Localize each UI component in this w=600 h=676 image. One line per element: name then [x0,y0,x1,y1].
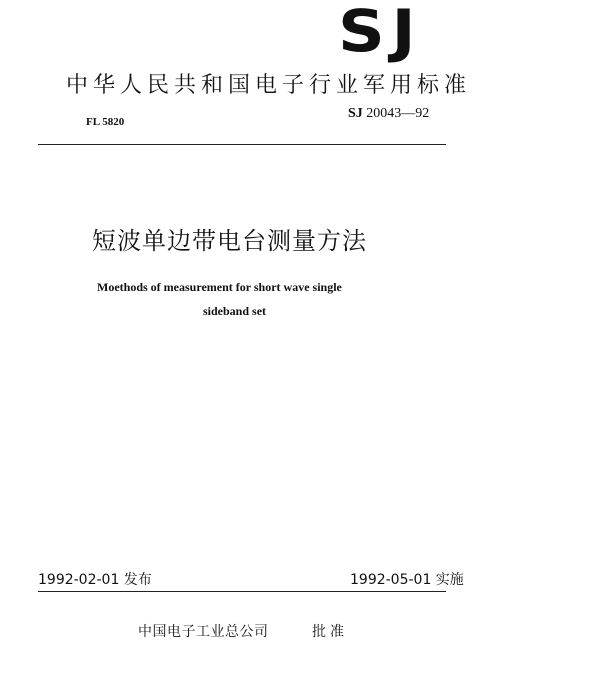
classification-code: FL 5820 [86,116,125,128]
standard-number-prefix: SJ [348,106,363,121]
issue-date: 1992-02-01 发布 [38,572,152,588]
document-title-english-line-2: sideband set [203,304,267,318]
standard-number [348,106,429,122]
effective-date: 1992-05-01 实施 [350,572,464,588]
sj-logo: SJ [338,0,423,65]
document-title-chinese: 短波单边带电台测量方法 [92,227,367,255]
standard-number-value: 20043—92 [366,106,430,121]
header-divider [38,144,446,145]
document-title-english-line-1: Moethods of measurement for short wave single [97,280,342,294]
footer-divider [38,591,446,592]
standard-category: 中华人民共和国电子行业军用标准 [66,73,472,98]
approval-label: 批准 [312,624,348,640]
issuing-organization: 中国电子工业总公司 [138,624,269,640]
